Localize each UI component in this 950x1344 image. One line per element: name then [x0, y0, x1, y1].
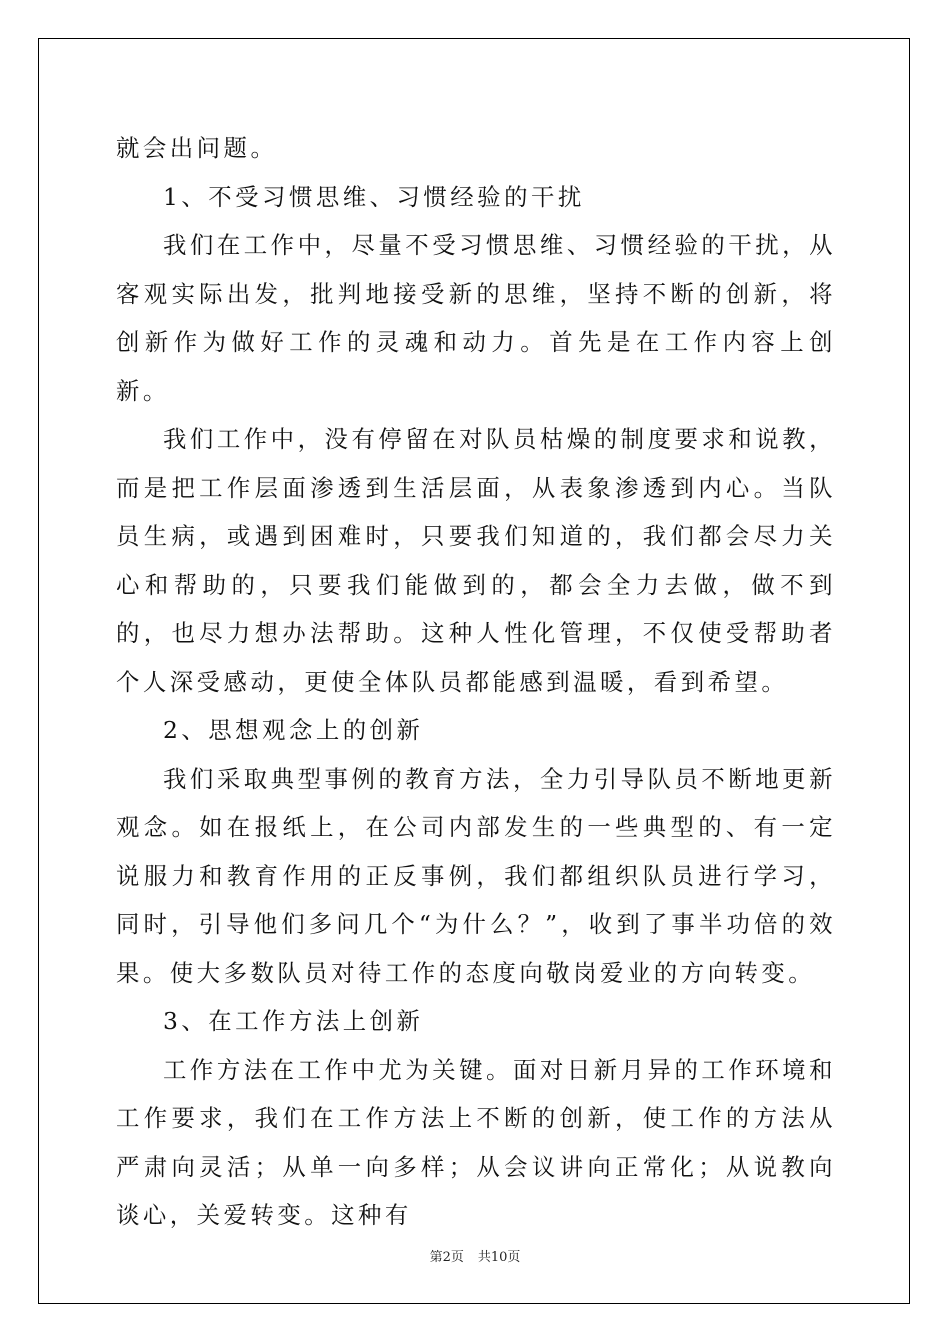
page-total: 共10页 [477, 1250, 521, 1265]
paragraph: 就会出问题。 [116, 134, 278, 162]
page-footer [0, 1246, 950, 1265]
paragraph: 我们在工作中，尽量不受习惯思维、习惯经验的干扰，从客观实际出发，批判地接受新的思维，坚持不断的创新，将创新作为做好工作的灵魂和动力。首先是在工作内容上创新。 [116, 231, 836, 405]
paragraph: 工作方法在工作中尤为关键。面对日新月异的工作环境和工作要求，我们在工作方法上不断的创新，使工作的方法从严肃向灵活；从单一向多样；从会议讲向正常化；从说教向谈心，关爱转变。这种有 [116, 1055, 836, 1229]
document-body [116, 124, 836, 1240]
section-heading-2: 2、思想观念上的创新 [163, 716, 424, 744]
paragraph: 我们工作中，没有停留在对队员枯燥的制度要求和说教，而是把工作层面渗透到生活层面，从表象渗透到内心。当队员生病，或遇到困难时，只要我们知道的，我们都会尽力关心和帮助的，只要我们能做到的，都会全力去做，做不到的，也尽力想办法帮助。这种人性化管理，不仅使受帮助者个人深受感动，更使全体队员都能感到温暖，看到希望。 [116, 425, 836, 696]
page-number: 第2页 [429, 1250, 464, 1265]
paragraph: 我们采取典型事例的教育方法，全力引导队员不断地更新观念。如在报纸上，在公司内部发生的一些典型的、有一定说服力和教育作用的正反事例，我们都组织队员进行学习，同时，引导他们多问几个“为什么？”，收到了事半功倍的效果。使大多数队员对待工作的态度向敬岗爱业的方向转变。 [116, 764, 836, 987]
section-heading-1: 1、不受习惯思维、习惯经验的干扰 [163, 182, 585, 211]
section-heading-3: 3、在工作方法上创新 [163, 1007, 424, 1035]
